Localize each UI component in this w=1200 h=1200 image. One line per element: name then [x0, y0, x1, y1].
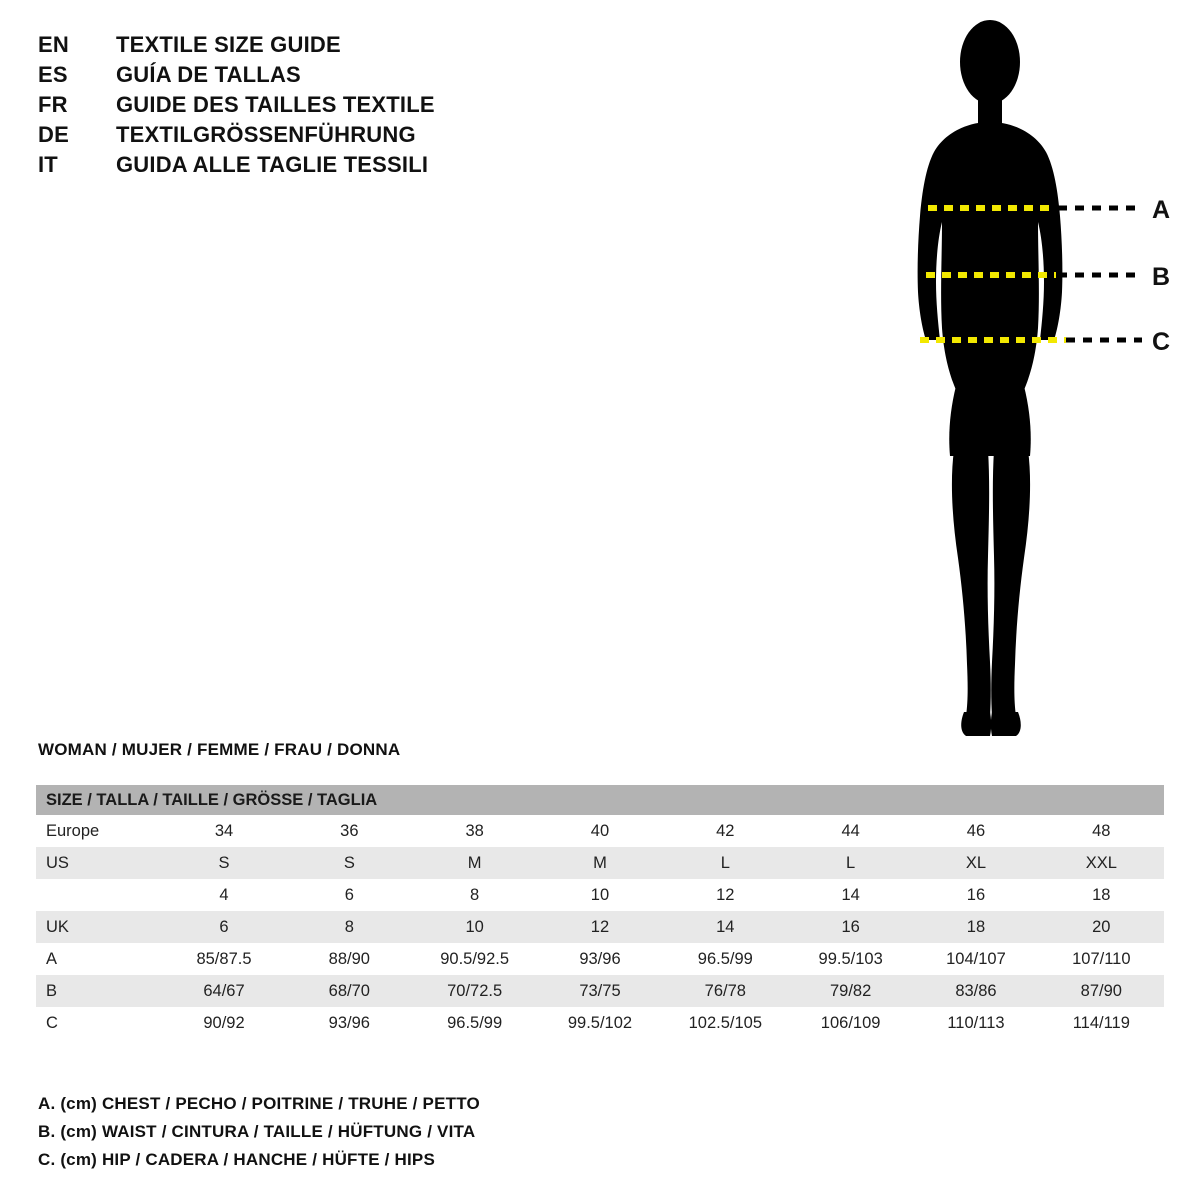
female-silhouette-icon: [860, 10, 1190, 750]
table-cell: 85/87.5: [161, 943, 286, 975]
table-cell: 36: [287, 815, 412, 847]
row-label: UK: [36, 911, 161, 943]
table-cell: 96.5/99: [412, 1007, 537, 1039]
language-row: [38, 90, 558, 120]
table-cell: 18: [1039, 879, 1164, 911]
table-cell: 70/72.5: [412, 975, 537, 1007]
table-cell: 93/96: [287, 1007, 412, 1039]
table-row: [36, 815, 1164, 847]
table-cell: 110/113: [913, 1007, 1038, 1039]
table-cell: 10: [537, 879, 662, 911]
table-header-row: [36, 785, 1164, 815]
table-row: [36, 911, 1164, 943]
legend-line-b: B. (cm) WAIST / CINTURA / TAILLE / HÜFTUNG / VITA: [38, 1122, 476, 1141]
table-cell: S: [161, 847, 286, 879]
table-cell: 8: [287, 911, 412, 943]
row-label: B: [36, 975, 161, 1007]
size-table: [36, 785, 1164, 1039]
table-cell: 64/67: [161, 975, 286, 1007]
table-cell: 4: [161, 879, 286, 911]
table-cell: 34: [161, 815, 286, 847]
table-cell: 99.5/103: [788, 943, 913, 975]
table-cell: 76/78: [663, 975, 788, 1007]
language-row: [38, 150, 558, 180]
table-cell: 90/92: [161, 1007, 286, 1039]
body-measurement-figure: [860, 10, 1190, 750]
table-cell: 104/107: [913, 943, 1038, 975]
language-row: [38, 120, 558, 150]
language-title: GUIDA ALLE TAGLIE TESSILI: [116, 152, 429, 177]
marker-label-a: A: [1152, 196, 1171, 224]
language-title: GUÍA DE TALLAS: [116, 62, 301, 87]
table-cell: 79/82: [788, 975, 913, 1007]
table-cell: 48: [1039, 815, 1164, 847]
language-row: [38, 60, 558, 90]
table-cell: XXL: [1039, 847, 1164, 879]
table-cell: 106/109: [788, 1007, 913, 1039]
language-code: IT: [38, 152, 58, 177]
table-cell: 83/86: [913, 975, 1038, 1007]
language-title-block: [38, 30, 558, 180]
table-cell: 68/70: [287, 975, 412, 1007]
table-row: [36, 943, 1164, 975]
marker-label-b: B: [1152, 263, 1171, 291]
table-cell: 6: [161, 911, 286, 943]
table-cell: 44: [788, 815, 913, 847]
language-code: ES: [38, 62, 68, 87]
table-cell: 6: [287, 879, 412, 911]
table-cell: 8: [412, 879, 537, 911]
language-row: [38, 30, 558, 60]
table-cell: 16: [913, 879, 1038, 911]
row-label: US: [36, 847, 161, 879]
table-cell: 40: [537, 815, 662, 847]
table-cell: 99.5/102: [537, 1007, 662, 1039]
language-title: TEXTILGRÖSSENFÜHRUNG: [116, 122, 416, 147]
table-cell: 18: [913, 911, 1038, 943]
section-title: WOMAN / MUJER / FEMME / FRAU / DONNA: [38, 740, 401, 759]
measurement-legend: [38, 1090, 738, 1174]
table-cell: 96.5/99: [663, 943, 788, 975]
table-row: [36, 879, 1164, 911]
marker-label-c: C: [1152, 328, 1171, 356]
table-row: [36, 1007, 1164, 1039]
language-code: DE: [38, 122, 69, 147]
table-cell: L: [663, 847, 788, 879]
language-code: EN: [38, 32, 69, 57]
table-cell: 90.5/92.5: [412, 943, 537, 975]
table-row: [36, 975, 1164, 1007]
row-label: [36, 879, 161, 911]
table-cell: M: [537, 847, 662, 879]
language-title: GUIDE DES TAILLES TEXTILE: [116, 92, 435, 117]
table-cell: 12: [537, 911, 662, 943]
language-title: TEXTILE SIZE GUIDE: [116, 32, 341, 57]
table-header-label: SIZE / TALLA / TAILLE / GRÖSSE / TAGLIA: [36, 785, 1164, 815]
table-cell: L: [788, 847, 913, 879]
table-cell: 93/96: [537, 943, 662, 975]
legend-line-c: C. (cm) HIP / CADERA / HANCHE / HÜFTE / HIPS: [38, 1150, 436, 1169]
table-cell: 16: [788, 911, 913, 943]
table-cell: M: [412, 847, 537, 879]
table-cell: 46: [913, 815, 1038, 847]
row-label: Europe: [36, 815, 161, 847]
table-cell: S: [287, 847, 412, 879]
table-cell: 20: [1039, 911, 1164, 943]
table-row: [36, 847, 1164, 879]
table-cell: 102.5/105: [663, 1007, 788, 1039]
table-cell: XL: [913, 847, 1038, 879]
table-cell: 42: [663, 815, 788, 847]
size-table-wrapper: [36, 785, 1164, 1039]
table-cell: 14: [788, 879, 913, 911]
row-label: A: [36, 943, 161, 975]
language-code: FR: [38, 92, 68, 117]
table-cell: 12: [663, 879, 788, 911]
table-cell: 73/75: [537, 975, 662, 1007]
row-label: C: [36, 1007, 161, 1039]
table-cell: 38: [412, 815, 537, 847]
table-cell: 88/90: [287, 943, 412, 975]
table-cell: 114/119: [1039, 1007, 1164, 1039]
legend-line-a: A. (cm) CHEST / PECHO / POITRINE / TRUHE / PETTO: [38, 1094, 480, 1113]
table-cell: 107/110: [1039, 943, 1164, 975]
table-cell: 87/90: [1039, 975, 1164, 1007]
table-cell: 10: [412, 911, 537, 943]
table-cell: 14: [663, 911, 788, 943]
